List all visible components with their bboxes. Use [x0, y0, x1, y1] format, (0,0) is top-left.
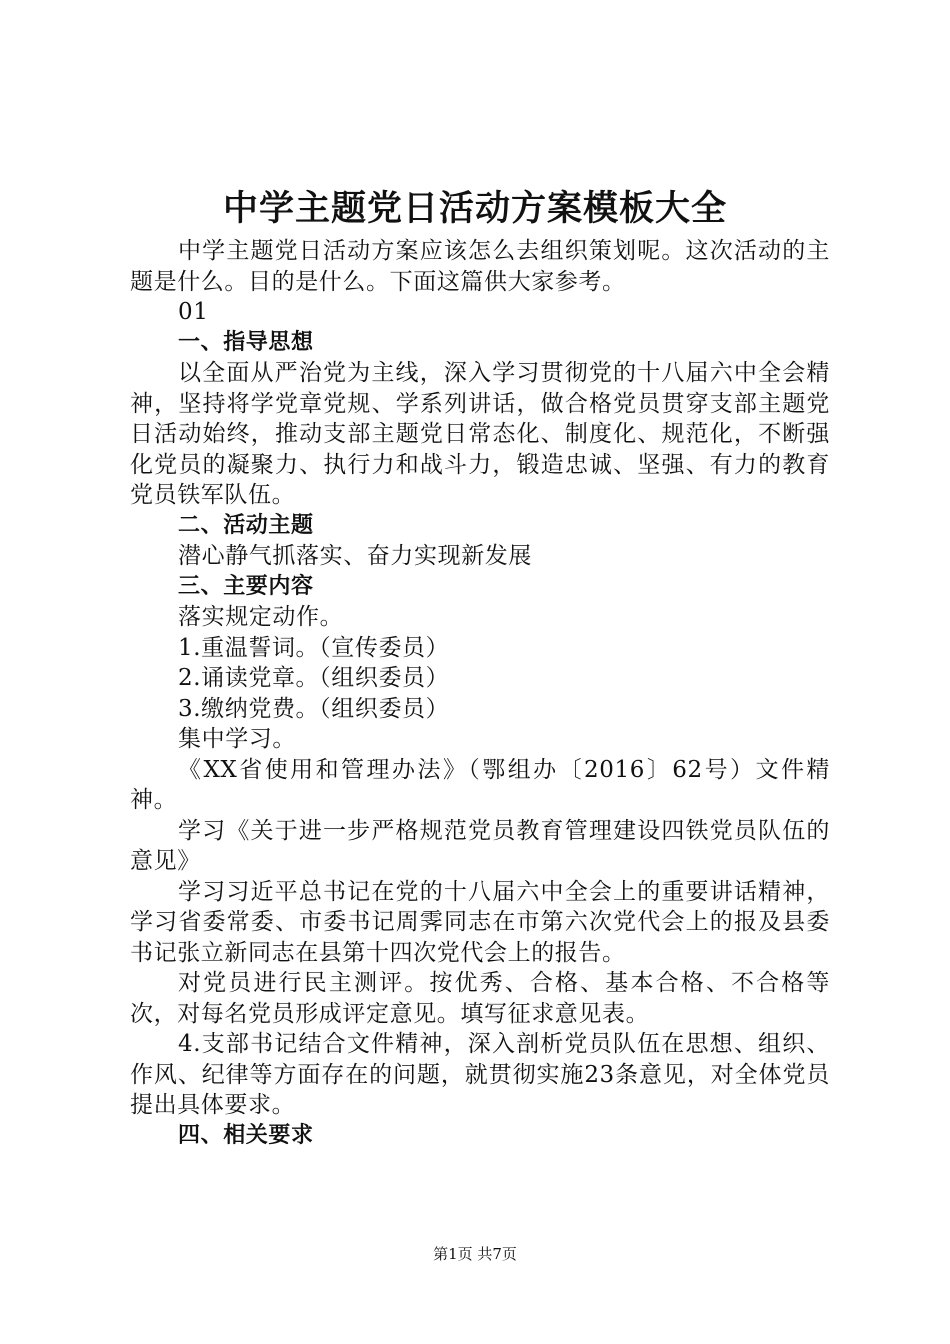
paragraph: 学习习近平总书记在党的十八届六中全会上的重要讲话精神，学习省委常委、市委书记周霁同志在市第六次党代会上的报及县委书记张立新同志在县第十四次党代会上的报告。: [130, 878, 830, 966]
paragraph: 中学主题党日活动方案应该怎么去组织策划呢。这次活动的主题是什么。目的是什么。下面这篇供大家参考。: [130, 238, 830, 295]
paragraph: 《XX省使用和管理办法》（鄂组办〔2016〕62号）文件精神。: [130, 756, 830, 813]
section-heading: 三、主要内容: [178, 573, 314, 599]
document-title: 中学主题党日活动方案模板大全: [222, 189, 727, 229]
paragraph: 落实规定动作。: [178, 604, 344, 630]
page-number-footer: 第1页 共7页: [433, 1245, 517, 1263]
paragraph: 潜心静气抓落实、奋力实现新发展: [178, 543, 532, 569]
paragraph: 01: [178, 299, 209, 325]
list-item: 3.缴纳党费。（组织委员）: [178, 695, 450, 722]
section-heading: 二、活动主题: [178, 512, 314, 538]
section-heading: 一、指导思想: [178, 329, 314, 355]
paragraph: 4.支部书记结合文件精神，深入剖析党员队伍在思想、组织、作风、纪律等方面存在的问题，就贯彻实施23条意见，对全体党员提出具体要求。: [130, 1031, 830, 1118]
paragraph: 集中学习。: [178, 726, 296, 752]
section-heading: 四、相关要求: [178, 1122, 314, 1148]
list-item: 1.重温誓词。（宣传委员）: [178, 634, 450, 661]
document-body: [130, 236, 830, 1151]
paragraph: 以全面从严治党为主线，深入学习贯彻党的十八届六中全会精神，坚持将学党章党规、学系列讲话，做合格党员贯穿支部主题党日活动始终，推动支部主题党日常态化、制度化、规范化，不断强化党员的凝聚力、执行力和战斗力，锻造忠诚、坚强、有力的教育党员铁军队伍。: [130, 360, 830, 508]
paragraph: 学习《关于进一步严格规范党员教育管理建设四铁党员队伍的意见》: [130, 817, 830, 874]
paragraph: 对党员进行民主测评。按优秀、合格、基本合格、不合格等次，对每名党员形成评定意见。填写征求意见表。: [130, 970, 830, 1027]
list-item: 2.诵读党章。（组织委员）: [178, 665, 450, 691]
